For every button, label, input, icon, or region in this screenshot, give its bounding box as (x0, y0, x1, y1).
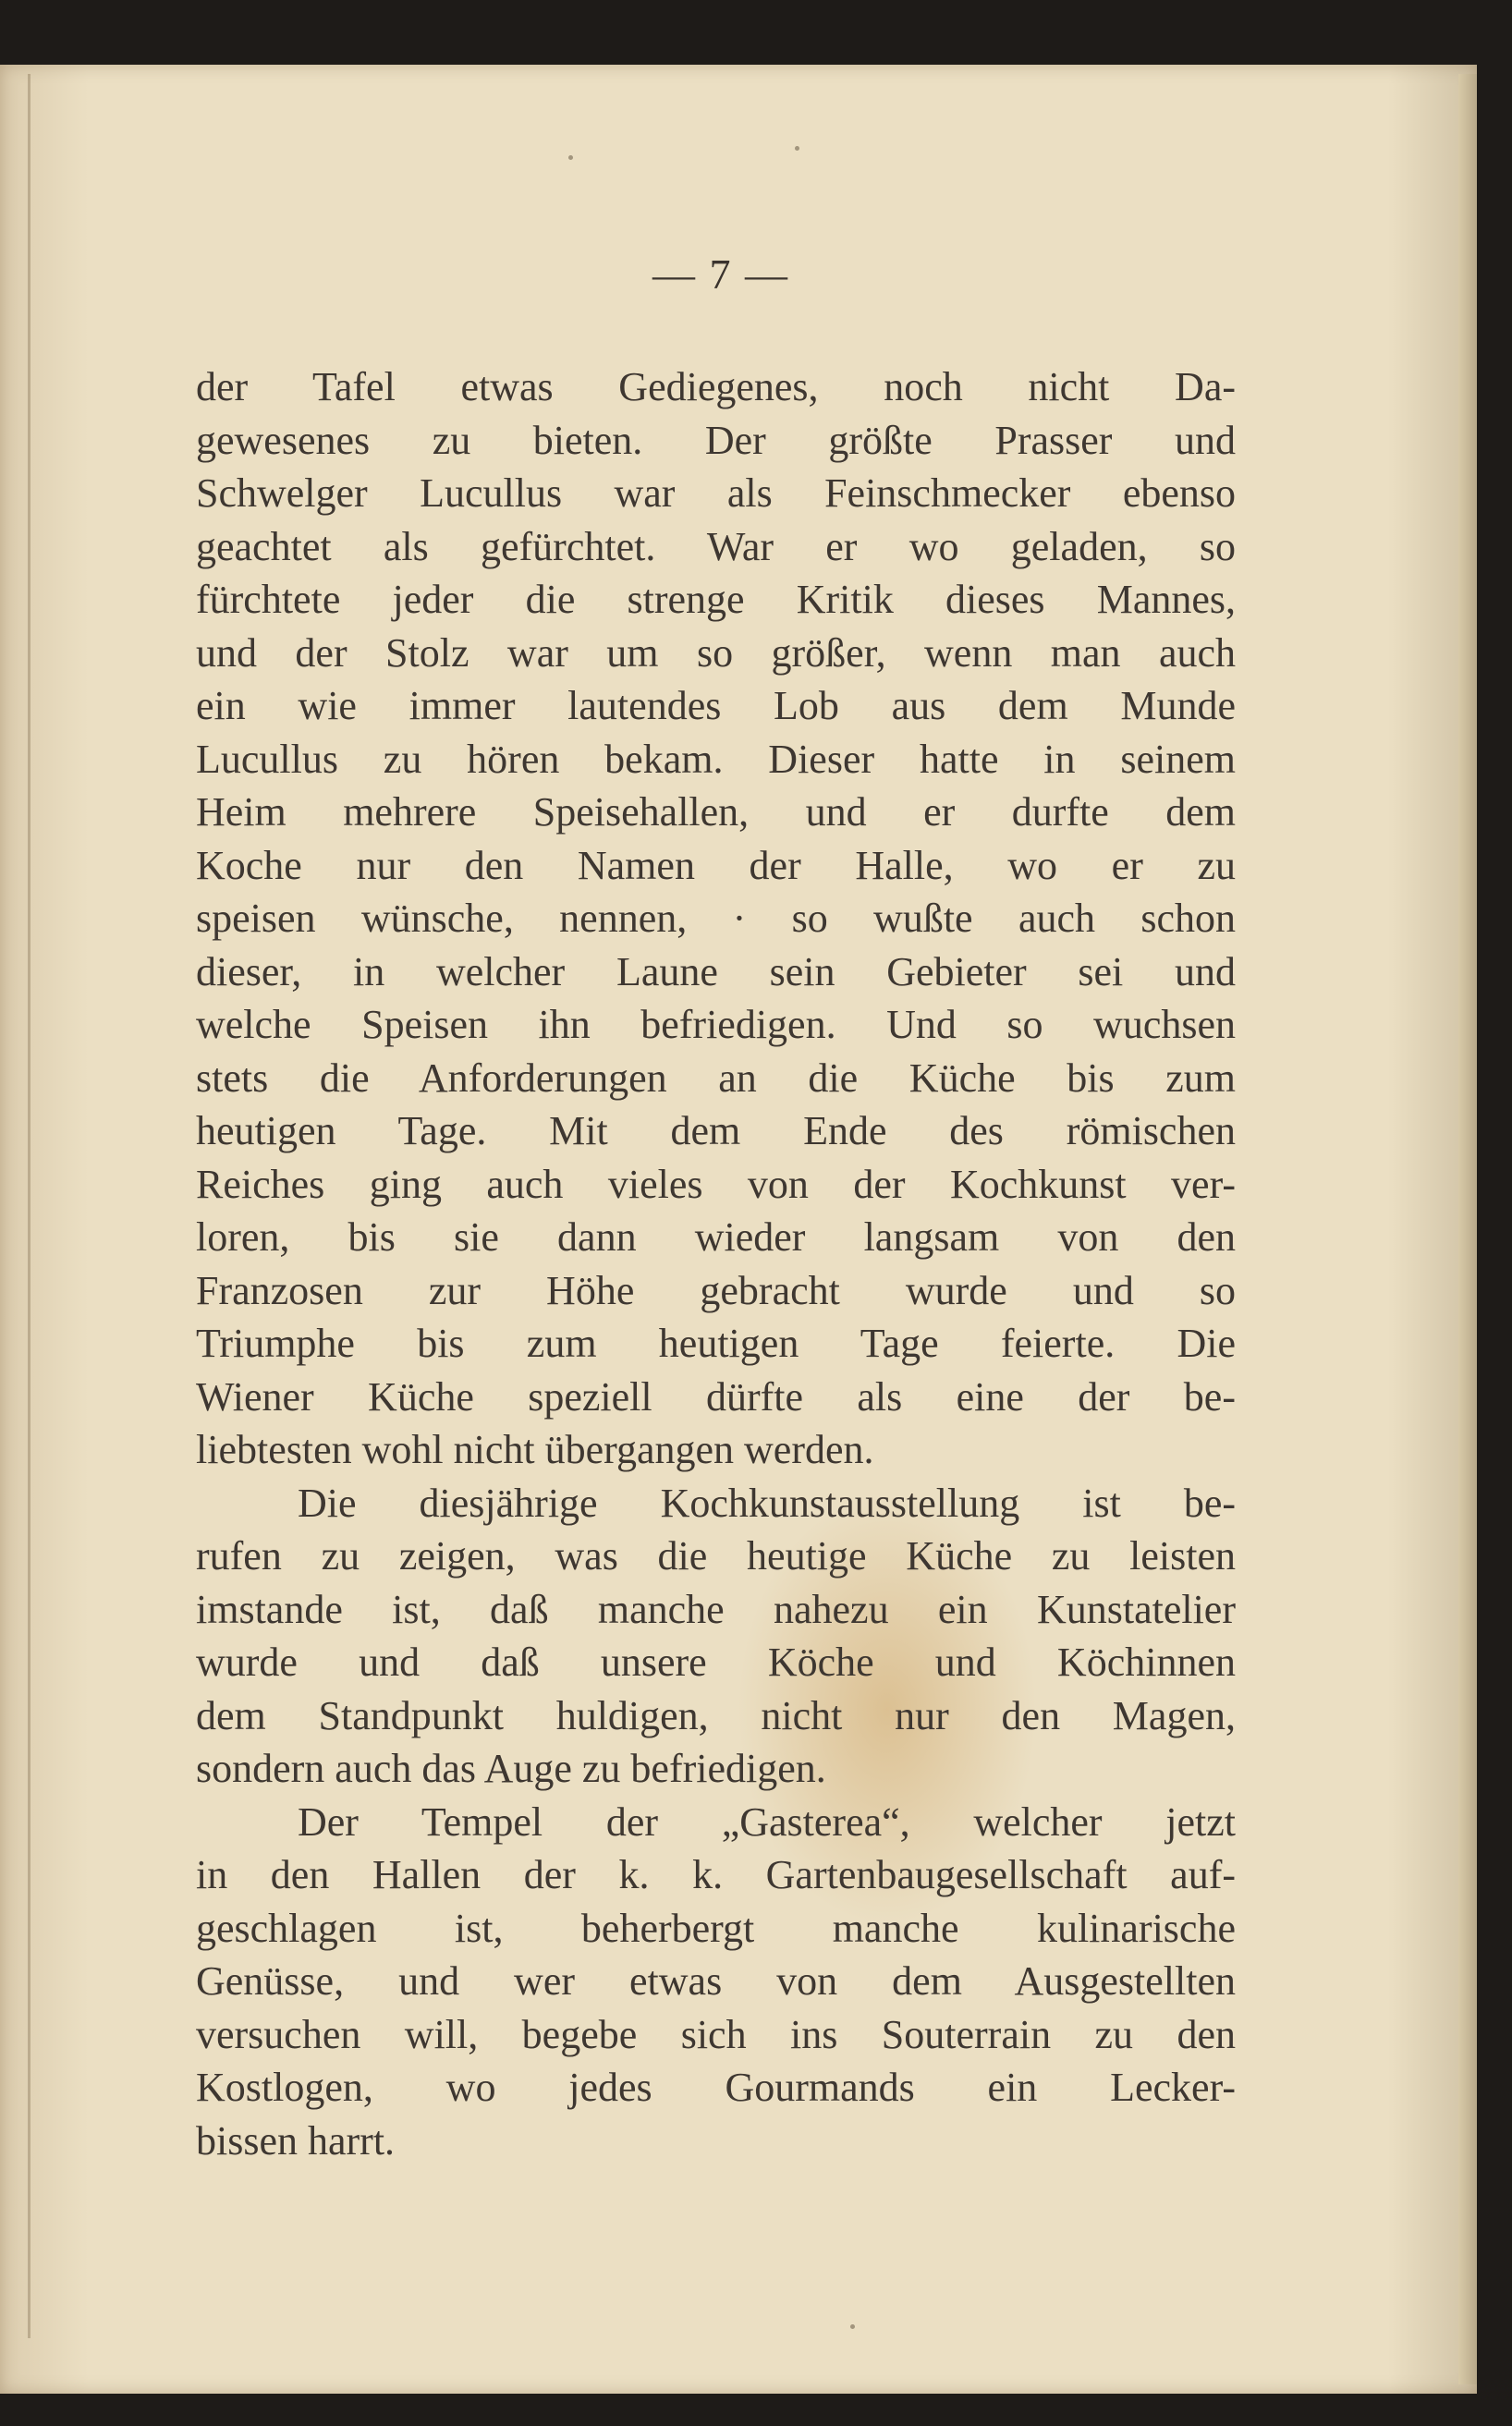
paper-speck (795, 146, 799, 151)
body-text (196, 360, 1236, 2167)
paper-speck (568, 155, 573, 160)
text-line: stets die Anforderungen an die Küche bis zum (196, 1055, 1236, 1101)
text-line: versuchen will, begebe sich ins Souterrain zu den (196, 2011, 1236, 2057)
page-edge (1458, 74, 1477, 2384)
text-line: Lucullus zu hören bekam. Dieser hatte in seinem (196, 736, 1236, 782)
text-line: liebtesten wohl nicht übergangen werden. (196, 1427, 874, 1472)
text-line: Koche nur den Namen der Halle, wo er zu (196, 842, 1236, 888)
paragraph (196, 1796, 1236, 2168)
paragraph (196, 360, 1236, 1477)
text-line: geachtet als gefürchtet. War er wo geladen, so (196, 523, 1236, 569)
text-line: fürchtete jeder die strenge Kritik dieses Mannes, (196, 577, 1236, 622)
binding-gutter (28, 74, 30, 2338)
text-line: geschlagen ist, beherbergt manche kulinarische (196, 1905, 1236, 1951)
text-line: heutigen Tage. Mit dem Ende des römischen (196, 1108, 1236, 1153)
text-line: ein wie immer lautendes Lob aus dem Munde (196, 683, 1236, 728)
text-line: Franzosen zur Höhe gebracht wurde und so (196, 1267, 1236, 1313)
text-line: Reiches ging auch vieles von der Kochkunst ver- (196, 1161, 1236, 1207)
text-line: und der Stolz war um so größer, wenn man auch (196, 629, 1236, 676)
page-number: — 7 — (652, 250, 789, 298)
text-line: Triumphe bis zum heutigen Tage feierte. Die (196, 1321, 1236, 1366)
text-line: Heim mehrere Speisehallen, und er durfte dem (196, 789, 1236, 835)
paper-speck (850, 2324, 855, 2329)
text-line: dieser, in welcher Laune sein Gebieter sei und (196, 948, 1236, 994)
text-line: dem Standpunkt huldigen, nicht nur den Magen, (196, 1692, 1236, 1738)
text-line: bissen harrt. (196, 2117, 396, 2164)
text-line: sondern auch das Auge zu befriedigen. (196, 1746, 826, 1791)
text-line: Die diesjährige Kochkunstausstellung ist be- (298, 1480, 1236, 1526)
text-line: Genüsse, und wer etwas von dem Ausgestellten (196, 1958, 1236, 2004)
paragraph (196, 1477, 1236, 1796)
text-line: Der Tempel der „Gasterea“, welcher jetzt (298, 1798, 1236, 1845)
text-line: Wiener Küche speziell dürfte als eine der be- (196, 1373, 1236, 1420)
text-line: in den Hallen der k. k. Gartenbaugesellschaft auf- (196, 1852, 1236, 1897)
text-line: der Tafel etwas Gediegenes, noch nicht Da- (196, 364, 1236, 409)
text-line: gewesenes zu bieten. Der größte Prasser und (196, 417, 1236, 463)
text-line: Schwelger Lucullus war als Feinschmecker ebenso (196, 470, 1236, 516)
text-line: imstande ist, daß manche nahezu ein Kunstatelier (196, 1586, 1236, 1632)
text-line: rufen zu zeigen, was die heutige Küche zu leisten (196, 1533, 1236, 1579)
text-line: wurde und daß unsere Köche und Köchinnen (196, 1640, 1236, 1685)
text-line: welche Speisen ihn befriedigen. Und so wuchsen (196, 1002, 1236, 1047)
text-line: speisen wünsche, nennen, · so wußte auch schon (196, 896, 1236, 941)
text-line: Kostlogen, wo jedes Gourmands ein Lecker- (196, 2065, 1236, 2110)
text-line: loren, bis sie dann wieder langsam von den (196, 1214, 1236, 1260)
